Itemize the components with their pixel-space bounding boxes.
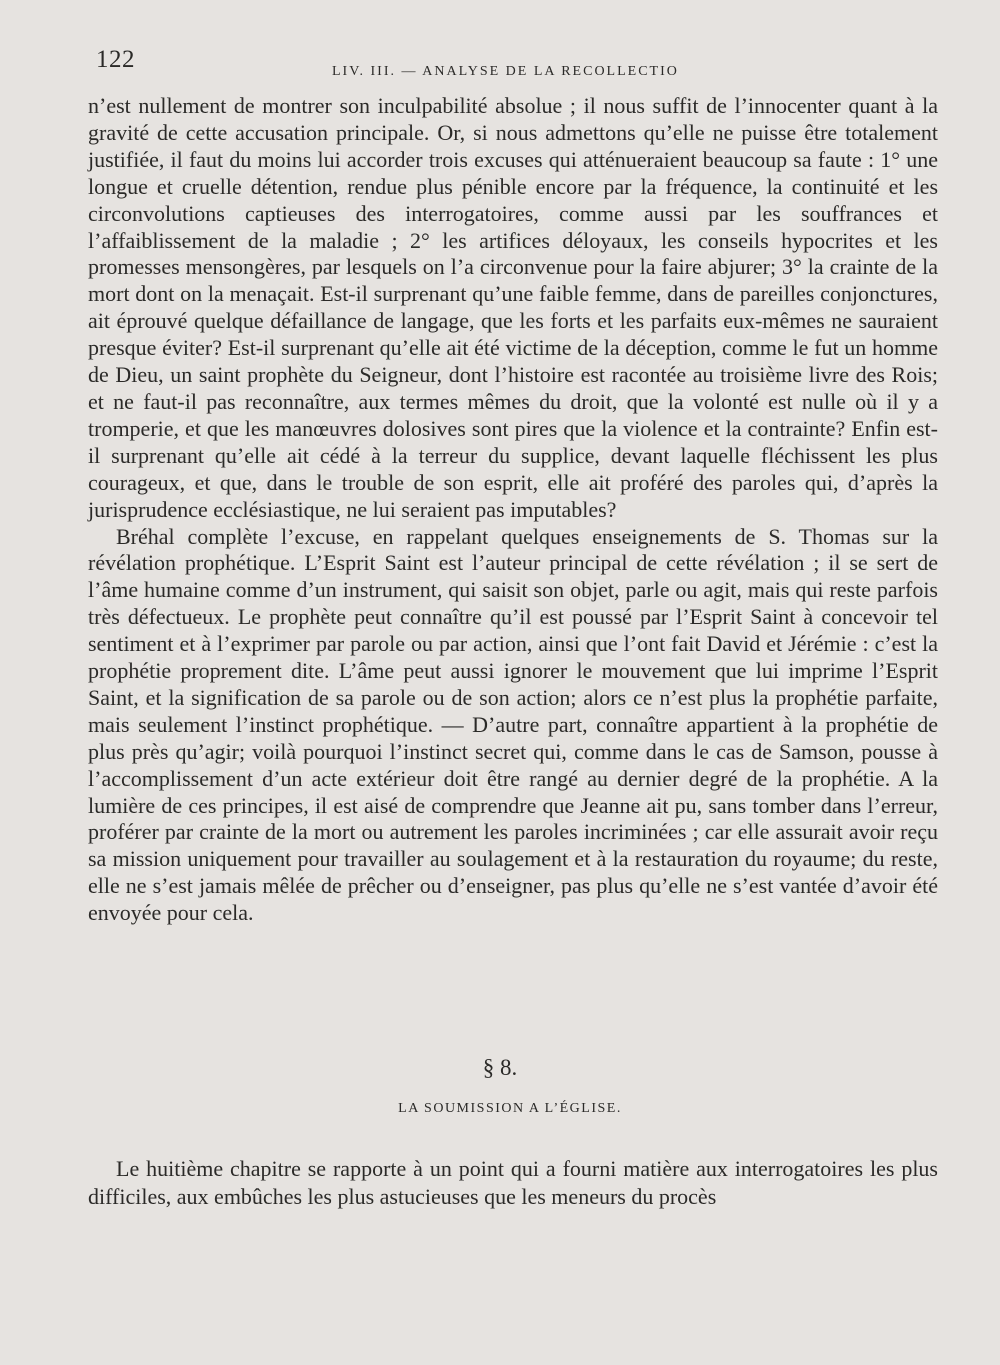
paragraph-brehal: Bréhal complète l’excuse, en rappelant quelques enseignements de S. Thomas sur la révélation prophétique. L’Esprit Saint est l’auteur principal de cette révélation ; il se sert de l’âme humaine comme d’un instrument, qui saisit son objet, parle ou agit, mais qui reste parfois très défectueux. Le prophète peut connaître qu’il est poussé par l’Esprit Saint à concevoir tel sentiment et à l’exprimer par parole ou par action, ainsi que l’ont fait David et Jérémie : c’est la prophétie proprement dite. L’âme peut aussi ignorer le mouvement que lui imprime l’Esprit Saint, et la signification de sa parole ou de son action; alors ce n’est plus la prophétie parfaite, mais seulement l’instinct prophétique. — D’autre part, connaître appartient à la prophétie de plus près qu’agir; voilà pourquoi l’instinct secret qui, comme dans le cas de Samson, pousse à l’accomplissement d’un acte extérieur doit être rangé au dernier degré de la prophétie. A la lumière de ces principes, il est aisé de comprendre que Jeanne ait pu, sans tomber dans l’erreur, proférer par crainte de la mort ou autrement les paroles incriminées ; car elle assurait avoir reçu sa mission uniquement pour travailler au soulagement et à la restauration du royaume; du reste, elle ne s’est jamais mêlée de prêcher ou d’enseigner, pas plus qu’elle ne s’est vantée d’avoir été envoyée pour cela. (88, 523, 938, 926)
section-number: § 8. (482, 1055, 518, 1080)
body-text (88, 93, 938, 927)
page-number: 122 (96, 46, 135, 73)
chapter-text (88, 1155, 938, 1210)
paragraph-chapter-eight: Le huitième chapitre se rapporte à un point qui a fourni matière aux interrogatoires les plus difficiles, aux embûches les plus astucieuses que les meneurs du procès (88, 1156, 938, 1209)
running-head: LIV. III. — ANALYSE DE LA RECOLLECTIO (332, 64, 679, 79)
paragraph-continuation: n’est nullement de montrer son inculpabilité absolue ; il nous suffit de l’innocenter quant à la gravité de cette accusation principale. Or, si nous admettons qu’elle ne puisse être totalement justifiée, il faut du moins lui accorder trois excuses qui atténueraient beaucoup sa faute : 1° une longue et cruelle détention, rendue plus pénible encore par la fréquence, la continuité et les circonvolutions captieuses des interrogatoires, comme aussi par les souffrances et l’affaiblissement de la maladie ; 2° les artifices déloyaux, les conseils hypocrites et les promesses mensongères, par lesquels on l’a circonvenue pour la faire abjurer; 3° la crainte de la mort dont on la menaçait. Est-il surprenant qu’une faible femme, dans de pareilles conjonctures, ait éprouvé quelque défaillance de langage, que les forts et les parfaits eux-mêmes ne sauraient presque éviter? Est-il surprenant qu’elle ait été victime de la déception, comme le fut un homme de Dieu, un saint prophète du Seigneur, dont l’histoire est racontée au troisième livre des Rois; et ne faut-il pas reconnaître, aux termes mêmes du droit, que la volonté est nulle où il y a tromperie, et que les manœuvres dolosives sont pires que la violence et la contrainte? Enfin est-il surprenant qu’elle ait cédé à la terreur du supplice, devant laquelle fléchissent les plus courageux, et que, dans le trouble de son esprit, elle ait proféré des paroles qui, d’après la jurisprudence ecclésiastique, ne lui seraient pas imputables? (88, 93, 938, 522)
section-title: LA SOUMISSION A L’ÉGLISE. (398, 1101, 622, 1116)
